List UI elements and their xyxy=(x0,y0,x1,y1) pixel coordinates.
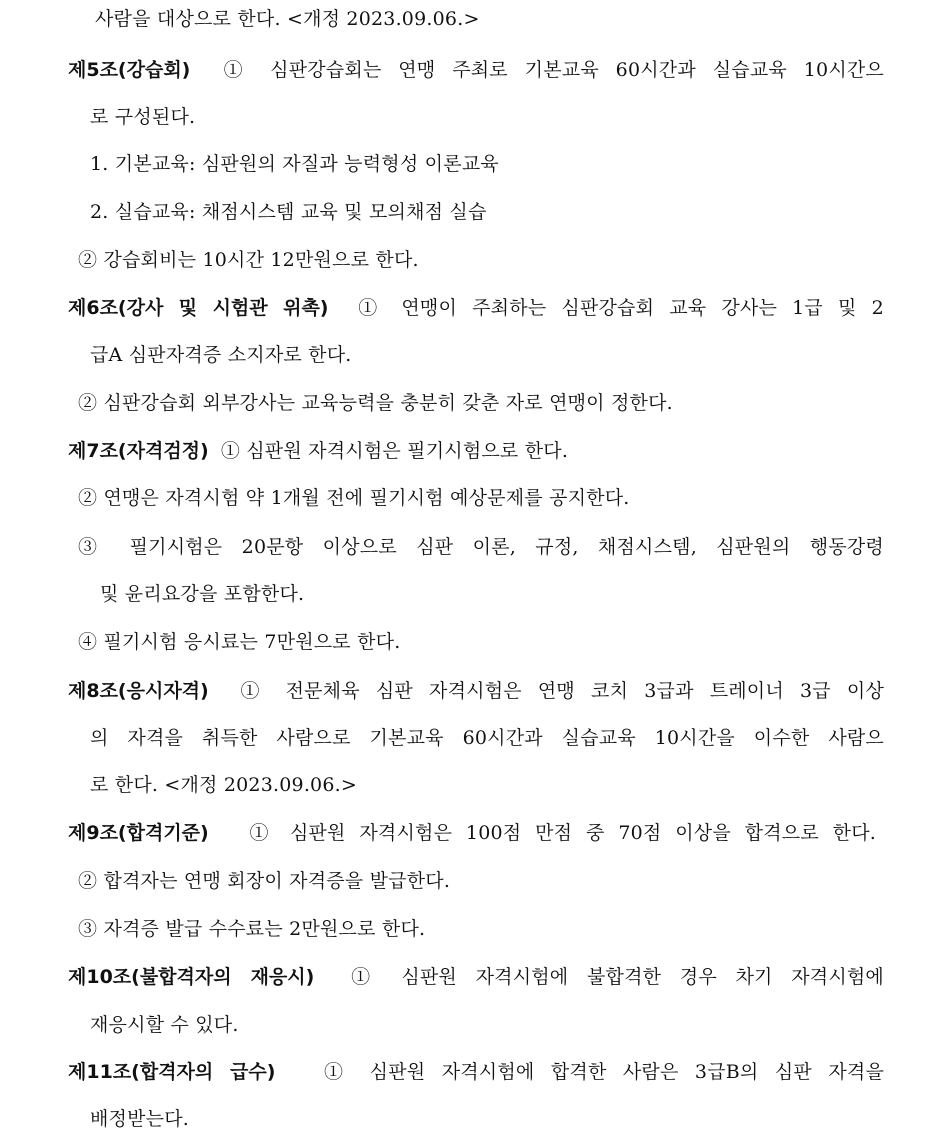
article-7-para-1: ① 심판원 자격시험은 필기시험으로 한다. xyxy=(220,440,569,462)
article-8-line-3: 로 한다. <개정 2023.09.06.> xyxy=(90,774,357,796)
article-6-para-2: ② 심판강습회 외부강사는 교육능력을 충분히 갖춘 자로 연맹이 정한다. xyxy=(78,392,673,414)
article-11-title: 제11조(합격자의 급수) xyxy=(68,1061,276,1083)
article-10-line-1 xyxy=(68,962,884,992)
article-6-line-2: 급A 심판자격증 소지자로 한다. xyxy=(90,344,352,366)
article-9-para-1: ① 심판원 자격시험은 100점 만점 중 70점 이상을 합격으로 한다. xyxy=(249,822,876,844)
article-7-title: 제7조(자격검정) xyxy=(68,440,209,462)
article-10-line-2: 재응시할 수 있다. xyxy=(90,1014,239,1036)
article-7-para-3: ③ 필기시험은 20문항 이상으로 심판 이론, 규정, 채점시스템, 심판원의 행동강령 xyxy=(78,536,884,558)
article-8-para-1: ① 전문체육 심판 자격시험은 연맹 코치 3급과 트레이너 3급 이상 xyxy=(240,680,884,702)
article-9-title: 제9조(합격기준) xyxy=(68,822,209,844)
article-6-line-1 xyxy=(68,293,884,323)
article-7-para-4: ④ 필기시험 응시료는 7만원으로 한다. xyxy=(78,631,401,653)
article-7-line-1 xyxy=(68,436,890,466)
article-8-line-2: 의 자격을 취득한 사람으로 기본교육 60시간과 실습교육 10시간을 이수한 사람으 xyxy=(90,727,884,749)
article-5-item-2: 2. 실습교육: 채점시스템 교육 및 모의채점 실습 xyxy=(90,201,487,223)
article-8-line-1 xyxy=(68,676,884,706)
article-5-line-2: 로 구성된다. xyxy=(90,106,196,128)
article-7-para-3-cont: 및 윤리요강을 포함한다. xyxy=(100,583,305,605)
article-5-title: 제5조(강습회) xyxy=(68,59,191,81)
article-11-line-1 xyxy=(68,1057,884,1087)
article-9-para-3: ③ 자격증 발급 수수료는 2만원으로 한다. xyxy=(78,918,426,940)
article-10-para-1: ① 심판원 자격시험에 불합격한 경우 차기 자격시험에 xyxy=(351,966,884,988)
article-5-para-1: ① 심판강습회는 연맹 주최로 기본교육 60시간과 실습교육 10시간으 xyxy=(223,59,884,81)
article-6-para-1: ① 연맹이 주최하는 심판강습회 교육 강사는 1급 및 2 xyxy=(358,297,884,319)
article-11-para-1: ① 심판원 자격시험에 합격한 사람은 3급B의 심판 자격을 xyxy=(323,1061,884,1083)
continued-line: 사람을 대상으로 한다. <개정 2023.09.06.> xyxy=(95,8,480,30)
article-5-line-1 xyxy=(68,55,884,85)
article-11-line-2: 배정받는다. xyxy=(90,1108,190,1130)
article-5-item-1: 1. 기본교육: 심판원의 자질과 능력형성 이론교육 xyxy=(90,153,499,175)
article-9-line-1 xyxy=(68,818,876,848)
article-5-para-2: ② 강습회비는 10시간 12만원으로 한다. xyxy=(78,249,419,271)
article-7-para-2: ② 연맹은 자격시험 약 1개월 전에 필기시험 예상문제를 공지한다. xyxy=(78,487,630,509)
article-8-title: 제8조(응시자격) xyxy=(68,680,209,702)
article-9-para-2: ② 합격자는 연맹 회장이 자격증을 발급한다. xyxy=(78,870,451,892)
article-10-title: 제10조(불합격자의 재응시) xyxy=(68,966,315,988)
article-6-title: 제6조(강사 및 시험관 위촉) xyxy=(68,297,329,319)
